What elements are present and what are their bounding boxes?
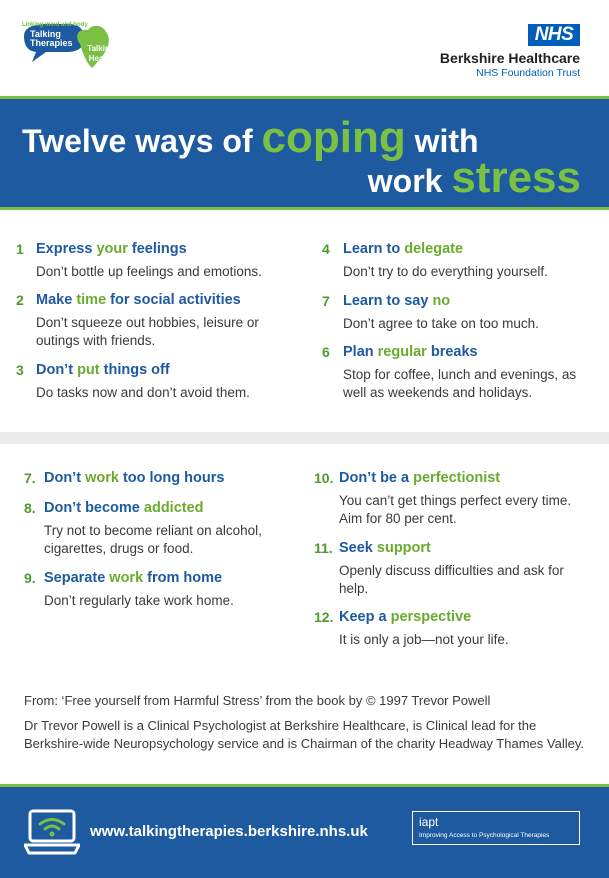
tip-title-text: Separate [44,570,110,586]
laptop-wifi-icon [24,809,80,855]
tip-item [24,570,304,640]
tip-description: Don’t squeeze out hobbies, leisure or outings with friends. [36,315,259,348]
tip-title [343,293,450,309]
tip-title-highlight: time [76,292,107,308]
tip-title-highlight: support [376,540,431,556]
source-note: From: ‘Free yourself from Harmful Stress’ from the book by © 1997 Trevor Powell [24,693,491,708]
iapt-logo [412,811,580,845]
tip-number: 6 [322,344,330,360]
tip-title-text: Learn to say [343,293,433,309]
logo-tagline: Linking mind and body [22,22,88,28]
tip-title-text: from home [143,570,223,586]
tip-number: 2 [16,292,24,308]
tip-number: 1 [16,241,24,257]
tip-description: Try not to become reliant on alcohol, cigarettes, drugs or food. [44,523,262,556]
tip-item [16,292,296,362]
tip-title [36,241,187,257]
tip-number: 8. [24,500,36,516]
tip-description: You can’t get things perfect every time. Aim for 80 per cent. [339,493,572,526]
tip-title-text: breaks [426,344,478,360]
tip-title-text: Make [36,292,77,308]
header [0,0,609,96]
tip-title-highlight: regular [377,344,427,360]
title-line-2 [368,153,581,203]
tip-title [36,292,241,308]
tip-title [339,470,500,486]
tip-number: 3 [16,362,24,378]
tip-title-highlight: work [109,570,144,586]
tip-description: It is only a job—not your life. [339,632,509,647]
tip-title-highlight: work [85,470,119,486]
tip-title-text: too long hours [118,470,225,486]
trust-subtitle: NHS Foundation Trust [476,67,580,79]
title-text: Twelve ways of [22,123,253,159]
tip-title-highlight: perfectionist [413,470,501,486]
title-highlight: stress [451,153,581,202]
tip-description: Do tasks now and don’t avoid them. [36,385,250,400]
tip-title-text: Express [36,241,97,257]
tip-description: Stop for coffee, lunch and evenings, as well as weekends and holidays. [343,367,577,400]
tip-description: Don’t regularly take work home. [44,593,234,608]
tip-item [314,470,589,540]
author-bio: Dr Trevor Powell is a Clinical Psychologist at Berkshire Healthcare, is Clinical lead for the Berkshire-wide Neuropsychology service and is Chairman of the charity Headway Thames Valley. [24,718,584,751]
tip-title [44,470,224,486]
iapt-subtitle: Improving Access to Psychological Therapies [419,832,550,839]
tip-item [314,540,589,610]
tip-description: Openly discuss difficulties and ask for help. [339,563,564,596]
tip-title [343,241,463,257]
tip-title-text: things off [99,362,170,378]
tip-title-text: Plan [343,344,378,360]
tip-title-highlight: delegate [404,241,464,257]
tip-title-text: Don’t be a [339,470,414,486]
tip-title-highlight: put [77,362,100,378]
tip-title-text: Seek [339,540,377,556]
tip-description: Don’t try to do everything yourself. [343,264,548,279]
section-divider [0,432,609,444]
tip-description: Don’t agree to take on too much. [343,316,539,331]
website-link[interactable]: www.talkingtherapies.berkshire.nhs.uk [90,823,368,840]
tip-number: 9. [24,570,36,586]
tip-title [339,540,431,556]
tip-item [322,344,593,414]
title-highlight: coping [261,113,406,162]
trust-name: Berkshire Healthcare [439,50,580,66]
tip-title-text: for social activities [106,292,241,308]
tip-title [343,344,478,360]
tip-item [16,362,296,432]
tip-title-highlight: no [432,293,451,309]
nhs-badge: NHS [528,24,580,46]
title-text: with [414,123,479,159]
tip-title-text: Don’t [44,470,86,486]
tip-title-text: Keep a [339,609,391,625]
tip-title [36,362,170,378]
title-text: work [367,163,443,199]
tip-title-text: Don’t [36,362,78,378]
tip-item [24,500,304,570]
tip-title-text: Don’t become [44,500,144,516]
tip-number: 4 [322,241,330,257]
tip-item [314,609,589,679]
tip-title-highlight: perspective [390,609,472,625]
iapt-name: iapt [419,815,439,829]
tip-title-text: feelings [127,241,187,257]
title-band [0,96,609,210]
logo-talking-therapies: Talking Therapies [30,29,73,48]
tip-title-text: Learn to [343,241,405,257]
tip-title-highlight: addicted [143,500,204,516]
tip-title [44,500,204,516]
talking-therapies-logo [18,22,136,84]
footer [0,787,609,878]
tip-title [339,609,471,625]
logo-talking-health: Talking Health [87,44,115,63]
tip-number: 7. [24,470,36,486]
tip-number: 11. [314,540,333,556]
tip-title-highlight: your [96,241,128,257]
tip-title [44,570,222,586]
tip-number: 12. [314,609,334,625]
tip-number: 10. [314,470,334,486]
tip-description: Don’t bottle up feelings and emotions. [36,264,262,279]
tip-number: 7 [322,293,330,309]
